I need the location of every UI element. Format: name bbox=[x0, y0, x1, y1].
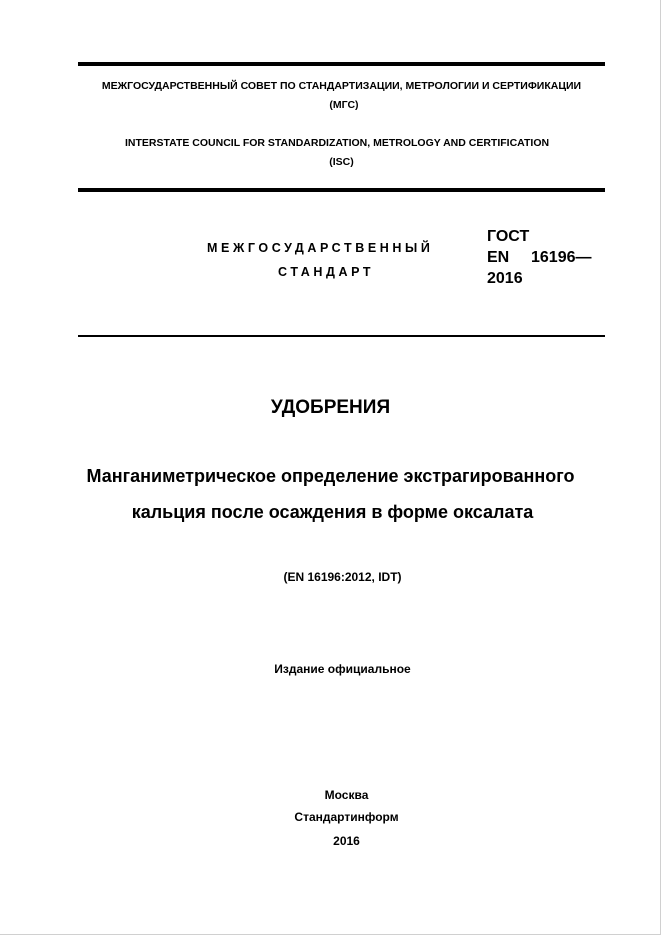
gost-label: ГОСТ bbox=[487, 228, 530, 245]
council-en-name: INTERSTATE COUNCIL FOR STANDARDIZATION, METROLOGY AND CERTIFICATION bbox=[125, 137, 550, 149]
standard-type-line1: МЕЖГОСУДАРСТВЕННЫЙ bbox=[207, 241, 434, 255]
section-rule bbox=[78, 335, 605, 337]
top-rule bbox=[78, 62, 605, 66]
document-subtitle-line1: Манганиметрическое определение экстрагированного bbox=[86, 466, 575, 486]
gost-code-prefix: EN bbox=[487, 249, 510, 266]
council-ru-abbr: (МГС) bbox=[329, 99, 359, 111]
reference-standard: (EN 16196:2012, IDT) bbox=[283, 570, 402, 584]
header-bottom-rule bbox=[78, 188, 605, 192]
council-en-abbr: (ISC) bbox=[329, 156, 354, 168]
document-subtitle-line2: кальция после осаждения в форме оксалата bbox=[131, 502, 534, 522]
edition-label: Издание официальное bbox=[274, 662, 411, 676]
document-title: УДОБРЕНИЯ bbox=[270, 397, 391, 418]
gost-code-number: 16196— bbox=[531, 249, 592, 266]
gost-year: 2016 bbox=[487, 270, 523, 287]
standard-type-line2: СТАНДАРТ bbox=[278, 265, 375, 279]
council-ru-name: МЕЖГОСУДАРСТВЕННЫЙ СОВЕТ ПО СТАНДАРТИЗАЦИИ, МЕТРОЛОГИИ И СЕРТИФИКАЦИИ bbox=[101, 80, 582, 92]
imprint-publisher: Стандартинформ bbox=[294, 810, 399, 824]
imprint-city: Москва bbox=[324, 788, 369, 802]
imprint-year: 2016 bbox=[333, 834, 360, 848]
